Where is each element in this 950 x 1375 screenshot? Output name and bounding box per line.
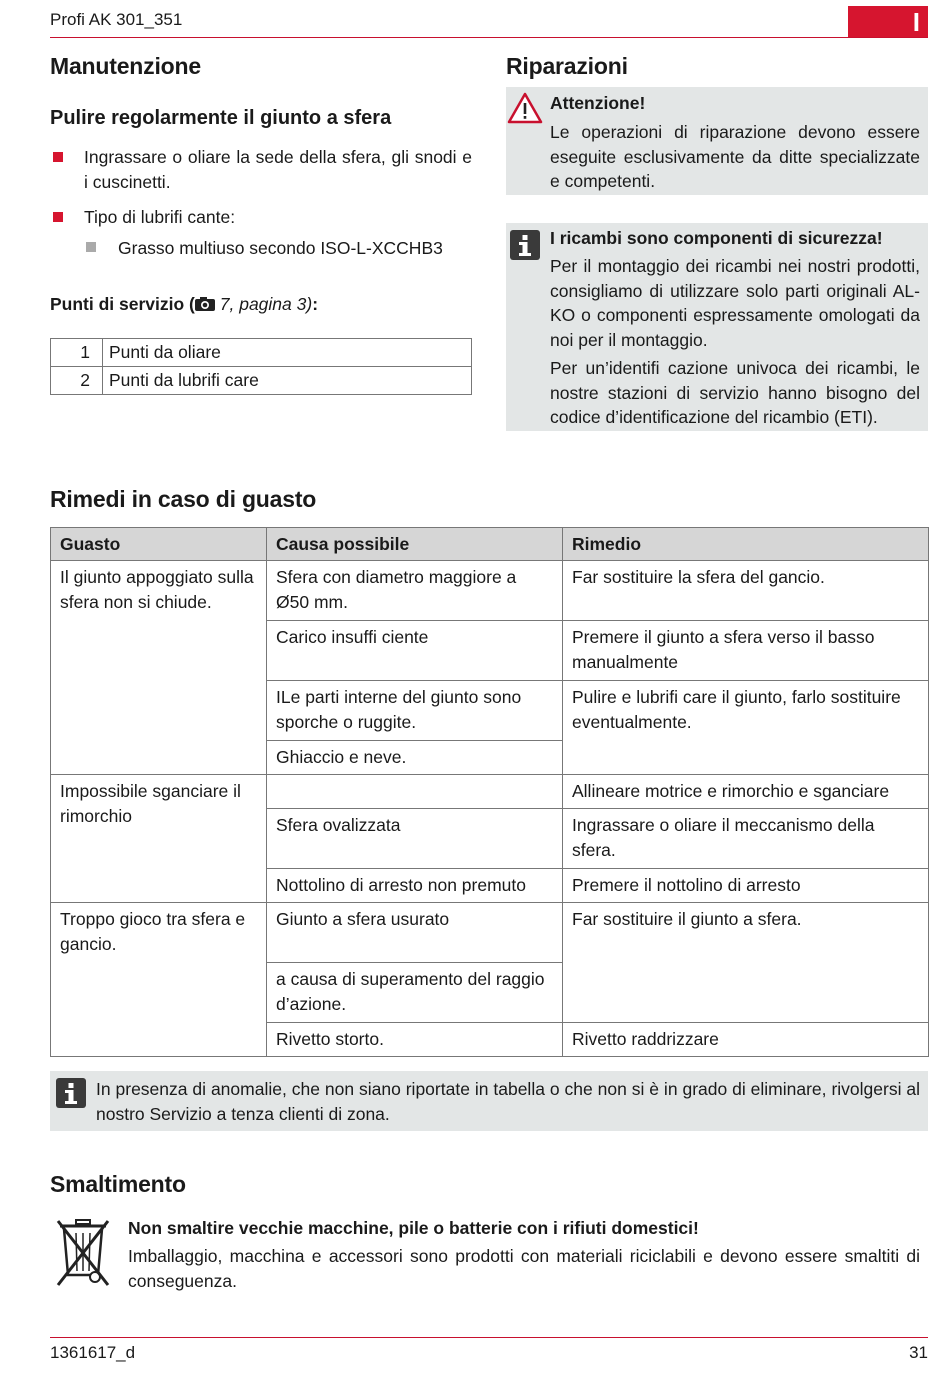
header-divider	[50, 37, 928, 38]
crossed-bin-icon	[54, 1217, 114, 1289]
disposal-title: Smaltimento	[50, 1171, 186, 1197]
info-icon	[510, 230, 540, 260]
fault-cell: Troppo gioco tra sfera e gancio.	[51, 903, 267, 1057]
page-number: 31	[909, 1343, 928, 1362]
cause-cell: Nottolino di arresto non premuto	[267, 869, 563, 903]
fault-cell: Il giunto appoggiato sulla sfera non si chiude.	[51, 561, 267, 775]
cause-cell: Rivetto storto.	[267, 1023, 563, 1057]
fault-table	[50, 527, 929, 1057]
bullet-lubricant-type: Tipo di lubrifi cante:	[84, 207, 236, 227]
remedy-cell: Far sostituire il giunto a sfera.	[563, 903, 929, 1023]
point-label: Punti da lubrifi care	[103, 367, 472, 395]
point-number: 1	[51, 339, 103, 367]
language-label: I	[912, 7, 920, 37]
remedy-cell: Rivetto raddrizzare	[563, 1023, 929, 1057]
bullet-icon	[53, 152, 63, 162]
warning-text: Le operazioni di riparazione devono essere eseguite esclusivamente da ditte specializzate e competenti.	[550, 122, 920, 191]
bullet-icon	[53, 212, 63, 222]
info-title: I ricambi sono componenti di sicurezza!	[550, 228, 883, 248]
camera-icon	[195, 297, 215, 311]
table-header-row	[51, 528, 929, 561]
info-icon	[56, 1078, 86, 1108]
sub-bullet-icon	[86, 242, 96, 252]
bullet-lubricate: Ingrassare o oliare la sede della sfera, gli snodi e i cuscinetti.	[84, 147, 472, 192]
disposal-warning: Non smaltire vecchie macchine, pile o batterie con i rifiuti domestici!	[128, 1218, 699, 1238]
warning-icon	[507, 92, 543, 124]
table-row	[51, 561, 929, 621]
cause-cell: Sfera ovalizzata	[267, 809, 563, 869]
service-points-heading	[50, 292, 318, 317]
cause-cell: Giunto a sfera usurato	[267, 903, 563, 963]
service-points-table	[50, 338, 472, 395]
maintenance-title: Manutenzione	[50, 53, 201, 79]
point-number: 2	[51, 367, 103, 395]
footer-divider	[50, 1337, 928, 1338]
table-row	[51, 775, 929, 809]
column-header-cause: Causa possibile	[267, 528, 563, 561]
cause-cell: Sfera con diametro maggiore a Ø50 mm.	[267, 561, 563, 621]
cause-cell: Carico insuffi ciente	[267, 621, 563, 681]
point-label: Punti da oliare	[103, 339, 472, 367]
info-text-1: Per il montaggio dei ricambi nei nostri prodotti, consigliamo di utilizzare solo parti originali AL-KO o componenti espressamente omologati da noi per il montaggio.	[550, 256, 920, 350]
cause-cell: ILe parti interne del giunto sono sporche o ruggite.	[267, 681, 563, 741]
table-row	[51, 367, 472, 395]
service-points-ref[interactable]: 7, pagina 3)	[214, 294, 313, 314]
remedy-cell: Premere il giunto a sfera verso il basso manualmente	[563, 621, 929, 681]
info-text-2: Per un’identifi cazione univoca dei ricambi, le nostre stazioni di servizio hanno bisogno del codice d’identificazione del ricambio (ETI).	[550, 358, 920, 427]
service-points-label: Punti di servizio (	[50, 294, 195, 314]
maintenance-subtitle: Pulire regolarmente il giunto a sfera	[50, 107, 392, 129]
warning-title: Attenzione!	[550, 93, 646, 113]
remedy-cell: Far sostituire la sfera del gancio.	[563, 561, 929, 621]
language-tab	[848, 6, 928, 38]
cause-cell: Ghiaccio e neve.	[267, 741, 563, 775]
remedy-cell: Premere il nottolino di arresto	[563, 869, 929, 903]
document-number: 1361617_d	[50, 1343, 136, 1362]
header-title: Profi AK 301_351	[50, 10, 183, 29]
table-row	[51, 903, 929, 963]
note-text: In presenza di anomalie, che non siano riportate in tabella o che non si è in grado di eliminare, rivolgersi al nostro Servizio a tenza clienti di zona.	[96, 1079, 920, 1124]
repairs-title: Riparazioni	[506, 53, 628, 79]
sub-bullet-grease: Grasso multiuso secondo ISO-L-XCCHB3	[118, 238, 443, 258]
table-row	[51, 339, 472, 367]
cause-cell	[267, 775, 563, 809]
remedy-cell: Pulire e lubrifi care il giunto, farlo sostituire eventualmente.	[563, 681, 929, 775]
service-points-colon: :	[312, 294, 319, 314]
column-header-fault: Guasto	[51, 528, 267, 561]
column-header-remedy: Rimedio	[563, 528, 929, 561]
remedy-cell: Ingrassare o oliare il meccanismo della sfera.	[563, 809, 929, 869]
cause-cell: a causa di superamento del raggio d’azione.	[267, 963, 563, 1023]
fault-cell: Impossibile sganciare il rimorchio	[51, 775, 267, 903]
disposal-text: Imballaggio, macchina e accessori sono prodotti con materiali riciclabili e devono essere smaltiti di conseguenza.	[128, 1246, 920, 1291]
remedy-cell: Allineare motrice e rimorchio e sganciare	[563, 775, 929, 809]
faults-title: Rimedi in caso di guasto	[50, 486, 317, 512]
